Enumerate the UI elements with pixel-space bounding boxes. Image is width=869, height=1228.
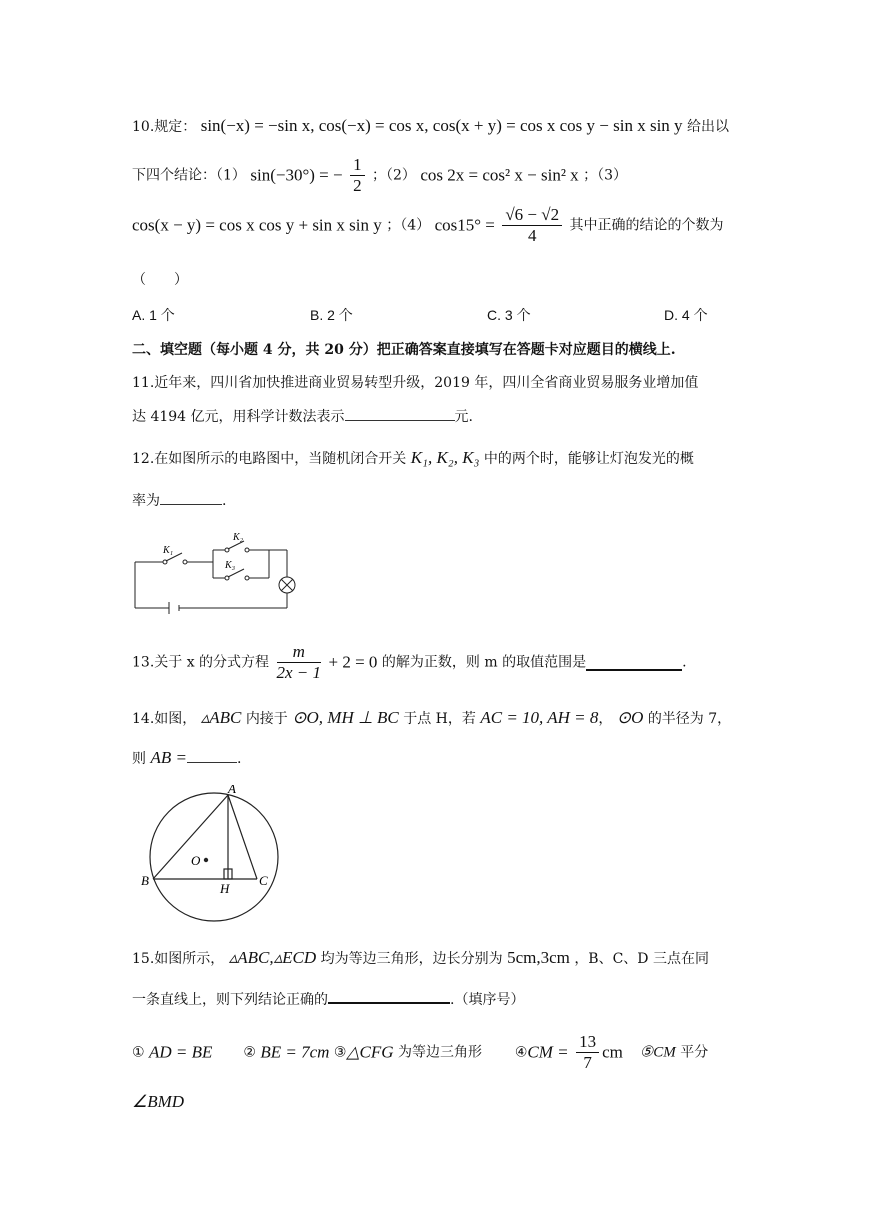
label-k3: K₃	[225, 560, 236, 571]
q14-line2: 则 AB = .	[132, 748, 242, 767]
q14-blank[interactable]	[187, 748, 237, 763]
q10-c1: sin(−30°) = −	[250, 165, 343, 185]
q15-blank[interactable]	[328, 988, 450, 1004]
q10-rule: sin(−x) = −sin x, cos(−x) = cos x, cos(x + y) = cos x cos y − sin x sin y	[200, 116, 683, 135]
option-d: D. 4 个	[664, 307, 708, 323]
q10-line3: cos(x − y) = cos x cos y + sin x sin y ；（4） cos15° = $\frac{√6 - √2}{4}$ 其中正确的结论的个数为	[132, 205, 724, 245]
center-dot	[204, 858, 208, 862]
q10-c4-fraction: $\frac{√6 - √2}{4}$	[502, 205, 562, 246]
q12-line1: 12.在如图所示的电路图中，当随机闭合开关 K₁, K₂, K₃ 中的两个时，能够让灯泡发光的概	[132, 448, 694, 467]
q10-c4: cos15° =	[434, 215, 495, 235]
label-b: B	[141, 873, 149, 888]
label-k1: K₁	[163, 545, 174, 556]
section-title: 二、填空题（每小题 4 分，共 20 分）把正确答案直接填写在答题卡对应题目的横线上.	[132, 342, 676, 358]
q11-line1: 11.近年来，四川省加快推进商业贸易转型升级，2019 年，四川全省商业贸易服务业增加值	[132, 375, 699, 391]
q11-blank[interactable]	[345, 406, 455, 421]
q12-switches: K₁, K₂, K₃	[410, 448, 480, 467]
q15-line1: 15.如图所示， ▵ABC,▵ECD 均为等边三角形，边长分别为 5cm,3cm ，B、C、D 三点在同	[132, 948, 709, 967]
label-o: O	[191, 853, 201, 868]
q10-line1: 10.规定： sin(−x) = −sin x, cos(−x) = cos x, cos(x + y) = cos x cos y − sin x sin y 给出以	[132, 116, 729, 135]
q10-c2: cos 2x = cos² x − sin² x	[420, 165, 579, 185]
option-c: C. 3 个	[487, 307, 531, 323]
option-a: A. 1 个	[132, 307, 175, 323]
q11-line2: 达 4194 亿元，用科学计数法表示 元.	[132, 406, 473, 427]
q10-paren: （ ）	[132, 272, 188, 288]
label-c: C	[259, 873, 268, 888]
option-b: B. 2 个	[310, 307, 353, 323]
q12-line2: 率为 .	[132, 490, 226, 511]
q10-line2: 下四个结论：（1） sin(−30°) = − $\frac{1}{2}$ ；（2） cos 2x = cos² x − sin² x ；（3）	[132, 155, 628, 195]
q15-last: ∠BMD	[132, 1092, 185, 1111]
label-h: H	[220, 881, 230, 896]
q13-blank[interactable]	[586, 655, 682, 671]
q13-line: 13.关于 x 的分式方程 $\frac{m}{2x - 1}$ + 2 = 0 的解为正数，则 m 的取值范围是 .	[132, 642, 687, 682]
q13-fraction: $\frac{m}{2x - 1}$	[276, 642, 322, 682]
q15-line2: 一条直线上，则下列结论正确的 .（填序号）	[132, 988, 524, 1010]
q15-statements: ① AD = BE ② BE = 7cm ③△CFG 为等边三角形 ④CM = $\frac{13}{7}$ cm ⑤CM 平分	[132, 1032, 709, 1072]
q10-c3: cos(x − y) = cos x cos y + sin x sin y	[132, 215, 382, 235]
circle-triangle-figure	[135, 785, 285, 925]
label-k2: K₂	[233, 532, 244, 543]
q10-c1-fraction: $\frac{1}{2}$	[350, 155, 365, 196]
q15-s4-fraction: $\frac{13}{7}$	[576, 1032, 599, 1073]
circuit-diagram	[125, 528, 310, 618]
q14-line1: 14.如图， ▵ABC 内接于 ⊙O, MH ⊥ BC 于点 H，若 AC = 10, AH = 8， ⊙O 的半径为 7，	[132, 708, 732, 727]
label-a: A	[228, 785, 236, 796]
q12-blank[interactable]	[160, 490, 222, 505]
